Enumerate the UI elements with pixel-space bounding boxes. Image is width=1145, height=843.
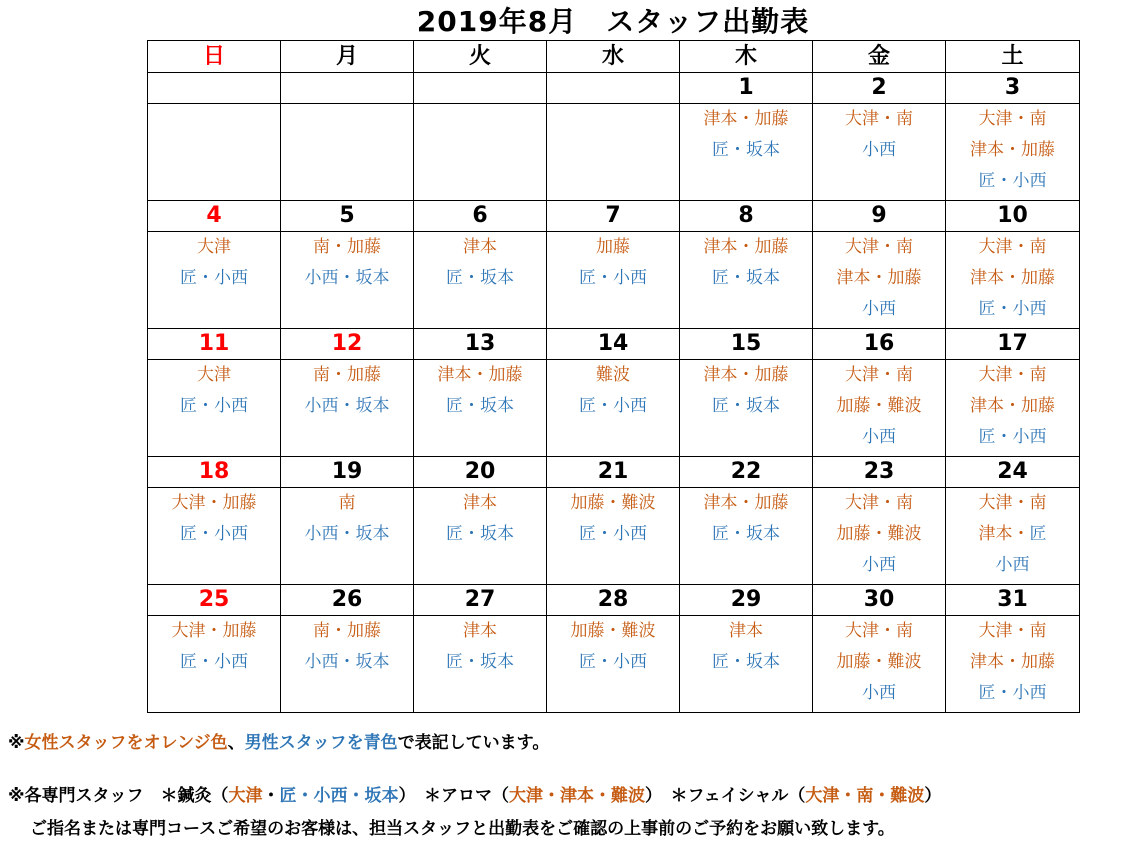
date-cell: 24: [946, 457, 1080, 488]
staff-cell: [813, 360, 946, 457]
date-cell: 30: [813, 585, 946, 616]
staff-line: [946, 360, 1079, 391]
staff-line: [547, 488, 679, 519]
staff-line: [547, 647, 679, 678]
staff-line: [946, 104, 1079, 135]
acupuncture-male: 匠・小西・坂本: [279, 786, 399, 806]
aroma-staff: 大津・津本・難波: [509, 786, 646, 806]
date-cell: 11: [148, 329, 281, 360]
date-row: [148, 457, 1080, 488]
specialist-end: ）: [924, 786, 942, 806]
staff-names: 津本・加藤: [703, 237, 789, 257]
staff-names: 大津・南: [845, 493, 913, 513]
staff-line: [680, 391, 812, 422]
staff-line: [946, 232, 1079, 263]
date-cell: 25: [148, 585, 281, 616]
staff-line: [547, 616, 679, 647]
date-cell: 7: [547, 201, 680, 232]
staff-line: [946, 263, 1079, 294]
staff-cell: [946, 104, 1080, 201]
staff-names: 加藤・難波: [570, 493, 656, 513]
date-cell: 21: [547, 457, 680, 488]
staff-line: [281, 391, 413, 422]
date-cell: 26: [281, 585, 414, 616]
staff-names: 匠・小西: [180, 268, 248, 288]
staff-row: [148, 104, 1080, 201]
weekday-wed: 水: [547, 41, 680, 73]
date-row: [148, 201, 1080, 232]
staff-row: [148, 232, 1080, 329]
staff-line: [547, 263, 679, 294]
staff-line: [547, 232, 679, 263]
staff-names: 大津・加藤: [171, 621, 257, 641]
staff-names: 匠・坂本: [446, 268, 514, 288]
staff-line: [547, 360, 679, 391]
weekday-thu: 木: [680, 41, 813, 73]
staff-names: 小西: [862, 555, 896, 575]
staff-line: [281, 263, 413, 294]
staff-names: 匠・坂本: [446, 652, 514, 672]
staff-names: 小西: [862, 299, 896, 319]
staff-line: [680, 360, 812, 391]
staff-cell: [813, 616, 946, 713]
staff-names: 津本・加藤: [836, 268, 922, 288]
staff-line: [813, 488, 945, 519]
staff-names: 匠・小西: [180, 652, 248, 672]
staff-line: [946, 166, 1079, 197]
staff-line: [148, 360, 280, 391]
staff-line: [946, 647, 1079, 678]
staff-names: 南: [338, 493, 356, 513]
weekday-header-row: [148, 41, 1080, 73]
staff-line: [547, 519, 679, 550]
staff-line: [813, 391, 945, 422]
date-cell: 12: [281, 329, 414, 360]
staff-cell: [946, 232, 1080, 329]
staff-line: [946, 135, 1079, 166]
staff-names: 津本・加藤: [970, 268, 1055, 288]
note-sep: 、: [227, 733, 245, 753]
date-cell: 22: [680, 457, 813, 488]
staff-names: 大津・南: [978, 493, 1047, 513]
acupuncture-female: 大津: [228, 786, 263, 806]
staff-names: 津本・加藤: [970, 140, 1055, 160]
staff-names: 大津・南: [978, 237, 1047, 257]
staff-line: [946, 391, 1079, 422]
staff-names: 匠: [1029, 524, 1047, 544]
date-cell: [414, 73, 547, 104]
staff-line: [680, 232, 812, 263]
date-cell: 31: [946, 585, 1080, 616]
female-legend: 女性スタッフをオレンジ色: [24, 733, 228, 753]
staff-line: [414, 263, 546, 294]
staff-line: [813, 678, 945, 709]
staff-names: 匠・小西: [579, 524, 647, 544]
note-mark: ※: [8, 733, 25, 753]
staff-names: 小西: [862, 427, 896, 447]
date-cell: 8: [680, 201, 813, 232]
staff-line: [813, 616, 945, 647]
calendar-table: [147, 40, 1080, 713]
staff-line: [148, 616, 280, 647]
staff-line: [547, 391, 679, 422]
staff-line: [281, 232, 413, 263]
staff-names: 大津・南: [845, 621, 913, 641]
staff-line: [414, 488, 546, 519]
staff-names: 小西・坂本: [304, 396, 390, 416]
staff-names: 南・加藤: [313, 365, 381, 385]
staff-cell: [547, 232, 680, 329]
staff-names: 小西: [862, 683, 896, 703]
date-cell: 28: [547, 585, 680, 616]
date-cell: 9: [813, 201, 946, 232]
staff-cell: [281, 360, 414, 457]
staff-line: [281, 519, 413, 550]
staff-names: 大津・南: [845, 365, 913, 385]
staff-names: 小西: [862, 140, 896, 160]
date-cell: [547, 73, 680, 104]
staff-line: [946, 550, 1079, 581]
staff-line: [946, 294, 1079, 325]
staff-line: [680, 263, 812, 294]
date-row: [148, 73, 1080, 104]
staff-line: [281, 360, 413, 391]
weekday-fri: 金: [813, 41, 946, 73]
staff-names: 匠・小西: [579, 396, 647, 416]
staff-names: 津本: [729, 621, 763, 641]
date-cell: 29: [680, 585, 813, 616]
staff-cell: [813, 488, 946, 585]
staff-cell: [148, 616, 281, 713]
page-title: 2019年8月 スタッフ出勤表: [416, 5, 810, 38]
staff-line: [281, 616, 413, 647]
date-cell: 17: [946, 329, 1080, 360]
staff-names: 津本・加藤: [970, 652, 1055, 672]
staff-line: [680, 616, 812, 647]
staff-line: [813, 263, 945, 294]
facial-staff: 大津・南・難波: [805, 786, 925, 806]
date-cell: 2: [813, 73, 946, 104]
staff-row: [148, 360, 1080, 457]
staff-cell: [680, 360, 813, 457]
staff-line: [813, 104, 945, 135]
staff-line: [813, 647, 945, 678]
staff-line: [414, 232, 546, 263]
staff-cell: [547, 104, 680, 201]
staff-cell: [148, 232, 281, 329]
staff-line: [813, 360, 945, 391]
staff-names: 加藤・難波: [836, 396, 922, 416]
weekday-sat: 土: [946, 41, 1080, 73]
staff-cell: [680, 232, 813, 329]
staff-line: [148, 647, 280, 678]
staff-cell: [148, 488, 281, 585]
date-cell: 5: [281, 201, 414, 232]
staff-names: 小西・坂本: [304, 524, 390, 544]
staff-names: 匠・坂本: [446, 524, 514, 544]
staff-line: [813, 519, 945, 550]
staff-cell: [946, 616, 1080, 713]
staff-line: [813, 422, 945, 453]
staff-cell: [680, 616, 813, 713]
staff-line: [148, 519, 280, 550]
date-cell: 20: [414, 457, 547, 488]
staff-cell: [680, 488, 813, 585]
date-cell: 4: [148, 201, 281, 232]
staff-names: 南・加藤: [313, 237, 381, 257]
staff-line: [148, 488, 280, 519]
staff-names: 匠・小西: [978, 171, 1047, 191]
date-cell: [148, 73, 281, 104]
staff-line: [281, 647, 413, 678]
staff-names: 匠・坂本: [712, 140, 780, 160]
staff-line: [680, 104, 812, 135]
staff-line: [680, 135, 812, 166]
staff-line: [148, 391, 280, 422]
staff-names: 大津・南: [845, 237, 913, 257]
date-cell: 1: [680, 73, 813, 104]
staff-cell: [946, 360, 1080, 457]
staff-line: [813, 135, 945, 166]
staff-names: 津本・加藤: [437, 365, 523, 385]
note-suffix: で表記しています。: [397, 733, 550, 753]
staff-line: [414, 519, 546, 550]
date-row: [148, 585, 1080, 616]
staff-names: 大津・南: [845, 109, 913, 129]
acupuncture-sep: ・: [262, 786, 280, 806]
staff-names: 匠・小西: [579, 652, 647, 672]
date-row: [148, 329, 1080, 360]
staff-cell: [813, 232, 946, 329]
weekday-sun: 日: [148, 41, 281, 73]
staff-names: 加藤: [596, 237, 630, 257]
staff-row: [148, 488, 1080, 585]
staff-names: 小西・坂本: [304, 268, 390, 288]
staff-names: 津本: [463, 237, 497, 257]
staff-cell: [547, 616, 680, 713]
staff-names: 大津・加藤: [171, 493, 257, 513]
staff-names: 加藤・難波: [836, 524, 922, 544]
staff-line: [414, 616, 546, 647]
male-legend: 男性スタッフを青色: [244, 733, 398, 753]
staff-names: 津本・加藤: [703, 365, 789, 385]
weekday-tue: 火: [414, 41, 547, 73]
date-cell: 16: [813, 329, 946, 360]
staff-cell: [414, 616, 547, 713]
specialist-note: [8, 781, 941, 806]
staff-cell: [281, 488, 414, 585]
staff-names: 匠・小西: [180, 396, 248, 416]
staff-names: 匠・坂本: [712, 396, 780, 416]
staff-cell: [414, 488, 547, 585]
staff-cell: [547, 360, 680, 457]
date-cell: 18: [148, 457, 281, 488]
staff-names: 大津・南: [978, 109, 1047, 129]
staff-line: [946, 616, 1079, 647]
reservation-note: ご指名または専門コースご希望のお客様は、担当スタッフと出勤表をご確認の上事前のご予約をお願い致します。: [30, 819, 895, 839]
staff-line: [946, 488, 1079, 519]
date-cell: 27: [414, 585, 547, 616]
staff-names: 津本・: [978, 524, 1030, 544]
staff-names: 小西・坂本: [304, 652, 390, 672]
staff-line: [148, 232, 280, 263]
staff-line: [148, 263, 280, 294]
aroma-label: ） ＊アロマ（: [398, 786, 510, 806]
specialist-prefix: ※各専門スタッフ ＊鍼灸（: [8, 786, 229, 806]
date-cell: 3: [946, 73, 1080, 104]
staff-line: [946, 422, 1079, 453]
facial-label: ） ＊フェイシャル（: [645, 786, 806, 806]
staff-line: [813, 232, 945, 263]
staff-names: 津本: [463, 493, 497, 513]
staff-line: [813, 294, 945, 325]
date-cell: 10: [946, 201, 1080, 232]
staff-cell: [813, 104, 946, 201]
staff-cell: [414, 104, 547, 201]
color-legend-note: [8, 728, 549, 753]
staff-names: 加藤・難波: [570, 621, 656, 641]
staff-names: 匠・坂本: [712, 524, 780, 544]
staff-line: [414, 647, 546, 678]
staff-names: 津本: [463, 621, 497, 641]
staff-line: [680, 647, 812, 678]
staff-names: 大津・南: [978, 621, 1047, 641]
date-cell: [281, 73, 414, 104]
staff-cell: [547, 488, 680, 585]
staff-line: [813, 550, 945, 581]
staff-cell: [680, 104, 813, 201]
staff-names: 大津: [197, 237, 231, 257]
staff-names: 加藤・難波: [836, 652, 922, 672]
staff-names: 難波: [596, 365, 630, 385]
staff-names: 大津: [197, 365, 231, 385]
staff-names: 津本・加藤: [703, 109, 789, 129]
staff-cell: [281, 232, 414, 329]
staff-names: 津本・加藤: [703, 493, 789, 513]
staff-line: [946, 678, 1079, 709]
staff-line: [281, 488, 413, 519]
staff-names: 津本・加藤: [970, 396, 1055, 416]
staff-names: 匠・坂本: [712, 268, 780, 288]
staff-cell: [414, 360, 547, 457]
staff-cell: [946, 488, 1080, 585]
date-cell: 6: [414, 201, 547, 232]
staff-line: [680, 519, 812, 550]
staff-names: 匠・小西: [978, 299, 1047, 319]
staff-names: 南・加藤: [313, 621, 381, 641]
date-cell: 23: [813, 457, 946, 488]
staff-cell: [148, 104, 281, 201]
date-cell: 13: [414, 329, 547, 360]
staff-row: [148, 616, 1080, 713]
date-cell: 19: [281, 457, 414, 488]
staff-names: 匠・坂本: [446, 396, 514, 416]
date-cell: 14: [547, 329, 680, 360]
staff-names: 大津・南: [978, 365, 1047, 385]
staff-line: [414, 391, 546, 422]
date-cell: 15: [680, 329, 813, 360]
staff-cell: [414, 232, 547, 329]
staff-names: 小西: [995, 555, 1030, 575]
staff-cell: [148, 360, 281, 457]
staff-names: 匠・小西: [978, 427, 1047, 447]
staff-line: [680, 488, 812, 519]
staff-cell: [281, 104, 414, 201]
staff-names: 匠・小西: [978, 683, 1047, 703]
staff-names: 匠・小西: [180, 524, 248, 544]
staff-names: 匠・小西: [579, 268, 647, 288]
staff-line: [414, 360, 546, 391]
weekday-mon: 月: [281, 41, 414, 73]
staff-names: 匠・坂本: [712, 652, 780, 672]
staff-cell: [281, 616, 414, 713]
staff-line: [946, 519, 1079, 550]
